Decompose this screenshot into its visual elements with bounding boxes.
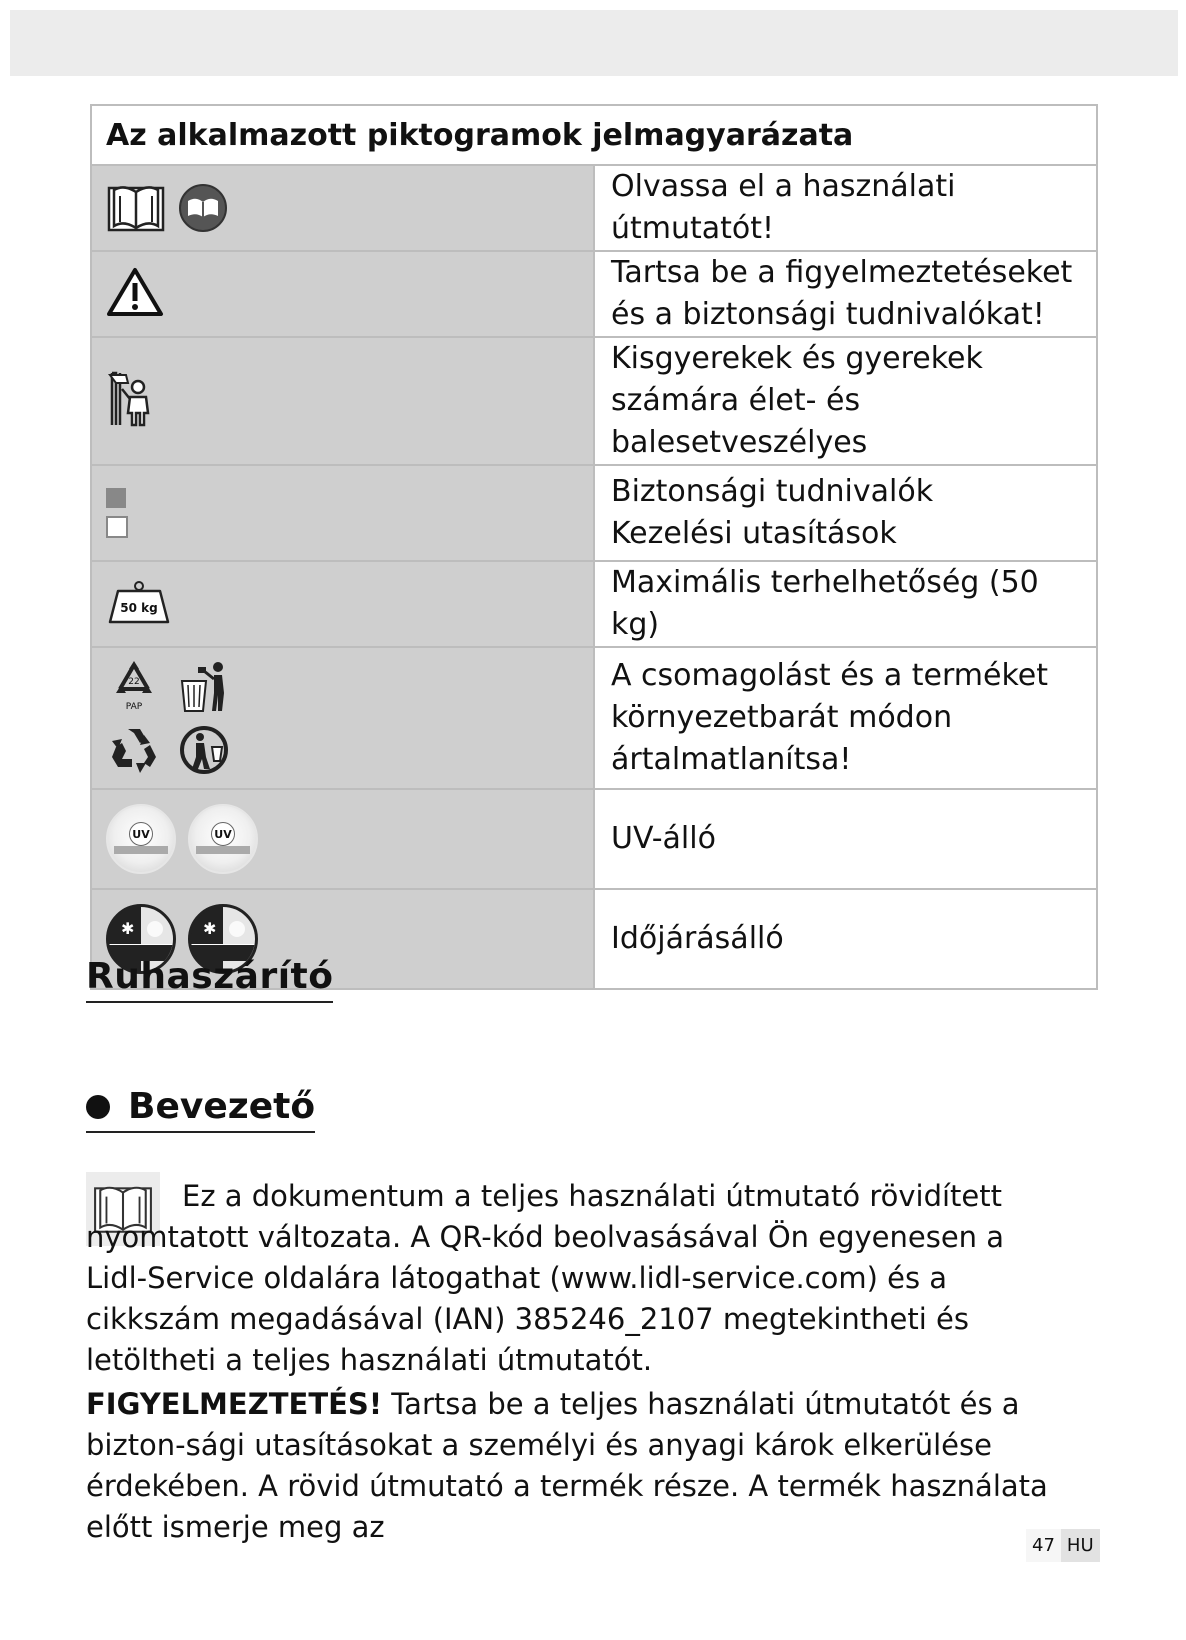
child-danger-icon [106, 369, 156, 429]
pictogram-legend-table [90, 104, 1098, 990]
recycle-code: 22 [128, 677, 140, 687]
weight-icon [106, 579, 172, 625]
legend-text: Maximális terhelhetőség (50 kg) [594, 561, 1097, 647]
intro-paragraph: Ez a dokumentum a teljes használati útmutató rövidített nyomtatott változata. A QR-kód beolvasásával Ön egyenesen a Lidl-Service oldalára látogathat (www.lidl-service.com) és a cikkszám megadásával (IAN) 385246_2107 megtekintheti és letöltheti a teljes használati útmutatót. [86, 1179, 1005, 1377]
legend-row [91, 647, 1097, 789]
legend-text: ártalmatlanítsa! [611, 742, 852, 777]
legend-row [91, 561, 1097, 647]
product-title: Ruhaszárító [86, 956, 333, 1003]
warning-icon [106, 267, 164, 317]
header-bar [10, 10, 1178, 76]
empty-square-icon [106, 516, 128, 538]
filled-square-icon [106, 488, 126, 508]
legend-text: UV-álló [594, 789, 1097, 889]
legend-title: Az alkalmazott piktogramok jelmagyarázata [91, 105, 1097, 165]
book-icon [106, 182, 166, 234]
recycle-icon [106, 723, 162, 777]
warning-paragraph [86, 1384, 1066, 1548]
bullet-icon [86, 1095, 110, 1119]
trash-bin-icon [176, 659, 232, 717]
legend-row [91, 337, 1097, 465]
uv-label: UV [129, 822, 153, 846]
weather-badge-icon: ✱ [188, 904, 258, 974]
legend-text: Olvassa el a használati útmutatót! [594, 165, 1097, 251]
legend-text: A csomagolást és a terméket környezetbarát módon [611, 658, 1048, 735]
legend-row [91, 165, 1097, 251]
warning-label: FIGYELMEZTETÉS! [86, 1387, 383, 1421]
warning-text: Tartsa be a teljes használati útmutatót és a bizton-sági utasításokat a személyi és anyagi károk elkerülése érdekében. A rövid útmutató a termék része. A termék használata előtt ismerje meg az [86, 1387, 1048, 1544]
legend-text: Időjárásálló [594, 889, 1097, 989]
legend-text: Kisgyerekek és gyerekek számára élet- és balesetveszélyes [594, 337, 1097, 465]
tidyman-icon [176, 723, 232, 777]
legend-text: Biztonsági tudnivalók [611, 474, 934, 509]
legend-text: Kezelési utasítások [611, 516, 897, 551]
legend-row [91, 465, 1097, 561]
intro-heading-text: Bevezető [128, 1086, 316, 1127]
language-code: HU [1061, 1529, 1100, 1562]
intro-heading [86, 1086, 315, 1133]
recycle-material: PAP [125, 702, 143, 712]
recycle-22-icon [106, 659, 162, 717]
legend-row [91, 789, 1097, 889]
weather-badge-icon: ✱ [106, 904, 176, 974]
uv-badge-icon [106, 804, 176, 874]
page-footer [1026, 1528, 1100, 1562]
legend-text: Tartsa be a figyelmeztetéseket és a biztonsági tudnivalókat! [594, 251, 1097, 337]
page-number: 47 [1026, 1529, 1061, 1562]
book-circle-icon [178, 183, 228, 233]
uv-label: UV [211, 822, 235, 846]
uv-badge-icon [188, 804, 258, 874]
weight-label: 50 kg [120, 601, 158, 615]
legend-row [91, 251, 1097, 337]
